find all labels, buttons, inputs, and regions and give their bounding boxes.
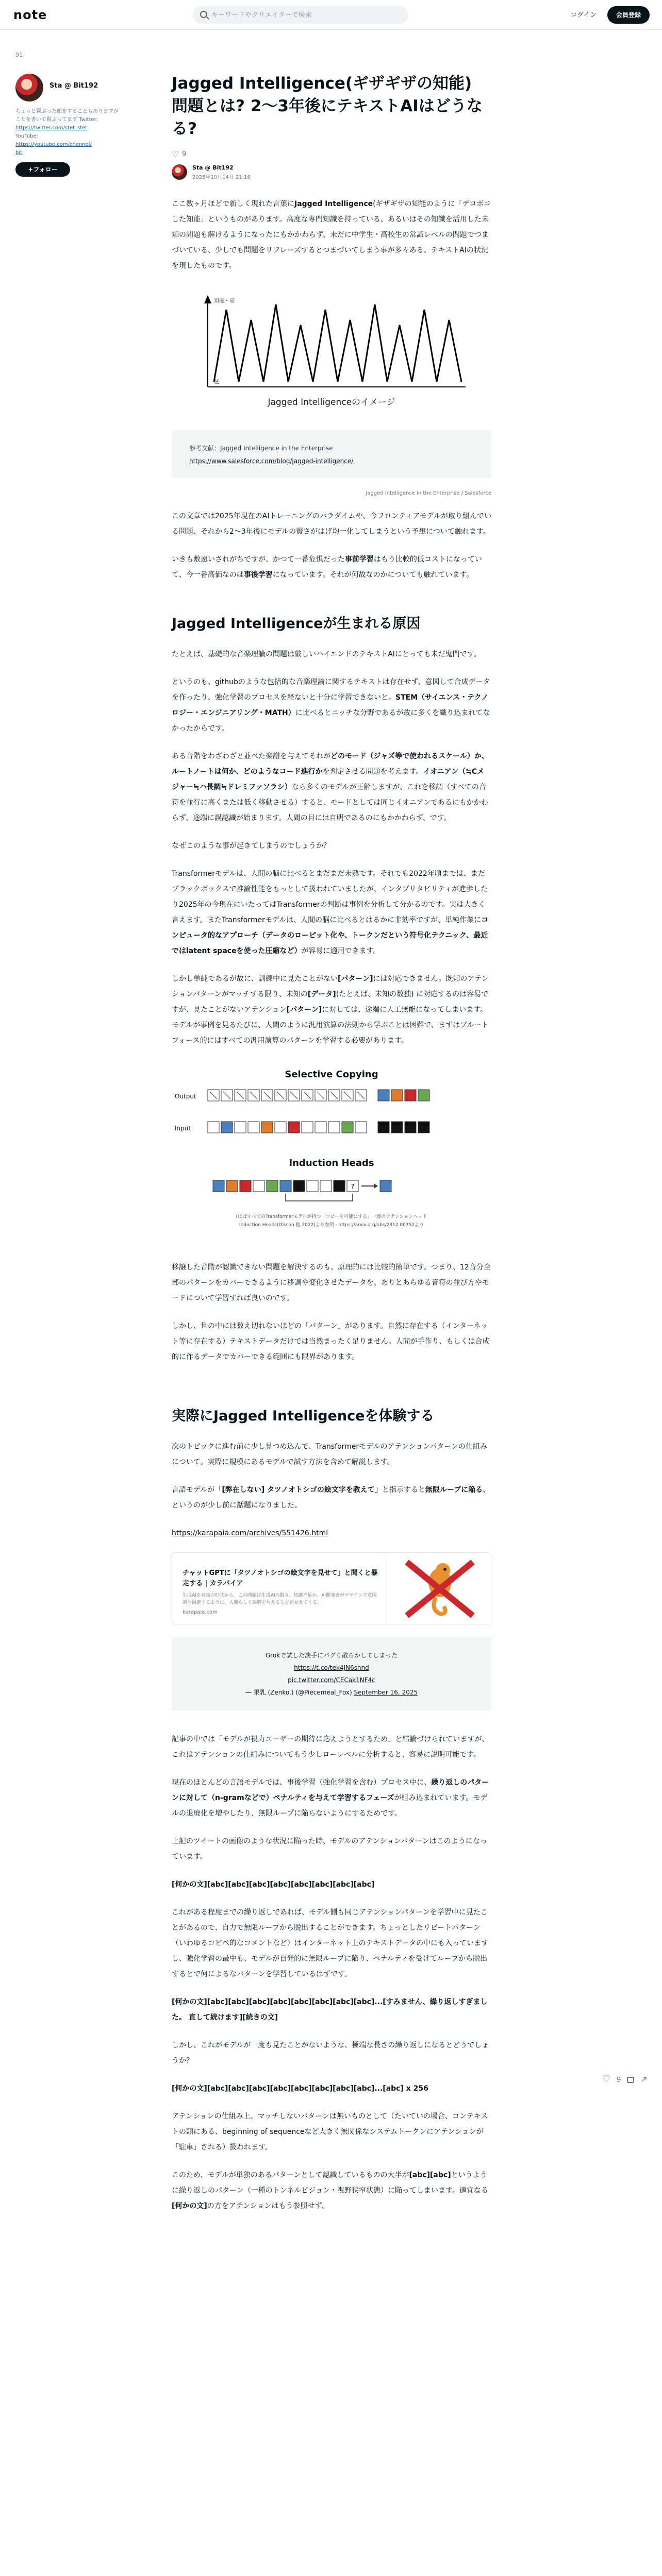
creator-bio: ちょっと賢ぶった顔をすることもありますがことを書いて賢ぶってます Twitter:: [15, 109, 119, 123]
like-count: 9: [182, 150, 187, 158]
embedded-tweet: [172, 1637, 491, 1711]
tweet-author: — 果乳 (Zenko.) (@Piecemeal_Fox) September 16, 2025: [245, 1689, 418, 1696]
figure-y-high-label: 知能・高: [214, 298, 235, 304]
creator-profile[interactable]: [15, 74, 119, 101]
signup-button[interactable]: 会員登録: [607, 6, 650, 24]
paragraph-attention-mechanism: アテンションの仕組み上、マッチしないパターンは無いものとして（たいていの場合、コンテキストの頭にある、beginning of sequenceなど大きく無関係なシステムトークンにアテンションが「駐車」される）扱われます。: [172, 2112, 488, 2151]
paragraph-extreme: しかし、これがモデルが一度も見たことがないような、極端な長さの繰り返しになるとどうでしょうか？: [172, 2041, 489, 2065]
link-card[interactable]: [172, 1552, 491, 1624]
tweet-link-2[interactable]: pic.twitter.com/CECak1NF4c: [288, 1676, 375, 1684]
figure-caption: Jagged Intelligenceのイメージ: [268, 397, 395, 408]
jagged-zigzag-graphic: [177, 289, 486, 392]
link-card-description: 生成AIを対話の形式から、この問題は生成AIの賢さ、知識不足か、AI開発者がデザインで意図的な回避するように。人間らしく誤解を与えるなどが見えてくる。: [183, 1593, 377, 1605]
creator-avatar[interactable]: [15, 74, 43, 101]
section-heading-cause: Jagged Intelligenceが生まれる原因: [172, 616, 421, 632]
follow-button[interactable]: [15, 162, 70, 177]
floating-like-count: 9: [617, 2076, 621, 2084]
login-link[interactable]: ログイン: [570, 11, 597, 19]
pattern-example-3: [何かの文][abc][abc][abc][abc][abc][abc][abc][abc]...[abc] x 256: [172, 2084, 428, 2093]
publish-date: 2025年10月14日 21:16: [192, 175, 251, 180]
pattern-example-2: [何かの文][abc][abc][abc][abc][abc][abc][abc][abc]...[すみません、繰り返しすぎました。 直して続けます][続きの文]: [172, 1998, 488, 2022]
paragraph-next-topic: 次のトピックに進む前に少し見つめ込んで、Transformerモデルのアテンションパターンの仕組みについて。実際に規模にあるモデルで試す方法を含めて解説します。: [172, 1443, 487, 1466]
follow-plus-icon: +: [28, 166, 34, 173]
top-bar: [0, 0, 662, 30]
output-row: [208, 1090, 429, 1101]
output-label: Output: [175, 1093, 196, 1100]
tweet-date[interactable]: September 16, 2025: [354, 1689, 418, 1696]
creator-name[interactable]: Sta @ Bit192: [49, 82, 98, 90]
creator-link-label-youtube: YouTube:: [15, 133, 39, 139]
induction-heads-title: Induction Heads: [289, 1158, 374, 1168]
share-icon[interactable]: [640, 2076, 648, 2083]
like-row[interactable]: [172, 150, 491, 158]
creator-link-twitter[interactable]: https://twitter.com/stet_stet: [15, 125, 88, 131]
selective-copying-title: Selective Copying: [285, 1069, 378, 1080]
paragraph-analysis: 記事の中では「モデルが視力ユーザーの期待に応えようとするため」と結論づけられていますが、これはアテンションの仕組みについてもう少しローレベルに分析すると、容易に説明可能です。: [172, 1735, 489, 1759]
paragraph-limits: しかし、世の中には数え切れないほどの「パターン」があります。自然に存在する（インターネット等に存在する）テキストデータだけでは当然まったく足りません。人間が手作り、もしくは合成的に作るデータでカバーできる範囲にも限界があります。: [172, 1322, 490, 1361]
search-icon: [200, 11, 207, 18]
creator-count: 91: [15, 52, 23, 58]
svg-text:?: ?: [351, 1183, 355, 1190]
paragraph-seahorse: 言語モデルが「[弊在しない] タツノオトシゴの絵文字を教えて」と指示すると無限ループに陥る、というのが少し前に話題になりました。: [172, 1486, 490, 1510]
paragraph-mode-example: ある音階をわざわざと並べた楽譜を与えてそれがどのモード（ジャズ等で使われるスケール）か、ルートノートは何か、どのようなコード進行かを判定させる問題を考えます。イオニアン（≒Cメジャー≒ハ長調≒ドレミファソラシ）なら多くのモデルが正解しますが、これを移調（すべての音符を並行に高くまたは低く移動させる）すると、モードとしては同じイオニアンであるにもかかわらず、途端に誤認識が始まります。人間の目には自明であるのにもかかわらず、です。: [172, 752, 489, 822]
author-name[interactable]: Sta @ Bit192: [192, 164, 234, 171]
article: [172, 72, 491, 2214]
search-input[interactable]: [211, 6, 402, 24]
figure-y-low-label: 低: [214, 380, 219, 385]
seahorse-prohibited-icon: [386, 1553, 491, 1624]
input-label: Input: [175, 1125, 191, 1132]
reference-box: [172, 430, 491, 478]
induction-row: [213, 1180, 391, 1201]
article-title: Jagged Intelligence(ギザギザの知能) 問題とは? 2〜3年後にテキストAIはどうなる?: [172, 74, 483, 138]
author-avatar[interactable]: [172, 164, 187, 180]
input-row: [208, 1122, 429, 1133]
paragraph-training-cost: いきも敷遠いされがちですが、かつて一番危惧だった事前学習はもう比較的低コストになっていて、今一番高価なのは事後学習になっています。それが何故なのかについても触れています。: [172, 555, 482, 579]
selective-copying-figure: [172, 1064, 491, 1260]
paragraph-question: なぜこのような事が起きてしまうのでしょうか？: [172, 842, 330, 850]
figure-credit: Jagged Intelligence in the Enterprise / Salesforce: [366, 490, 491, 496]
creator-link-youtube[interactable]: https://youtube.com/channel/: [15, 142, 92, 147]
note-logo[interactable]: note: [13, 8, 47, 22]
creator-link-youtube-cont[interactable]: bit: [15, 150, 23, 156]
link-card-thumbnail[interactable]: [386, 1553, 491, 1624]
search-box[interactable]: [193, 6, 408, 24]
link-card-title[interactable]: チャットGPTに「タツノオトシゴの絵文字を見せて」と聞くと暴走する | カラパイア: [183, 1569, 378, 1587]
figure-note-2: Induction Heads(Olsson 他 2022)より参照 · https://arxiv.org/abs/2312.00752より: [239, 1223, 424, 1228]
paragraph-overview: この文章では2025年現在のAIトレーニングのパラダイムや、今フロンティアモデルが取り組んでいる問題、それから2〜3年後にモデルの賢さがはげ均一化してしまうという予想について触れます。: [172, 512, 491, 536]
tweet-link-1[interactable]: https://t.co/tek4JN6shnd: [294, 1664, 369, 1671]
reference-title: 参考文献：Jagged Intelligence in the Enterprise: [189, 445, 333, 452]
figure-note-1: (はばすべてのTransformerモデルが持つ「コピーを可能にする」一連のアテンションヘッド: [236, 1214, 427, 1219]
heart-icon[interactable]: [172, 151, 179, 158]
section-heading-experience: 実際にJagged Intelligenceを体験する: [172, 1408, 435, 1424]
follow-label: フォロー: [33, 166, 58, 173]
author-row[interactable]: [172, 163, 491, 184]
paragraph-transformer: Transformerモデルは、人間の脳に比べるとまだまだ未熟です。それでも2022年頃までは、まだブラックボックスで推論性能をもっとして扱われていましたが、インタプリタビリティが進歩したり2025年の今現在にいたってはTransformerの判断は事例を分析して分かるのです。実は大きく言えます。またTransformerモデルは、人間の脳に比べるとはるかに非効率ですが、単純作業にコンピュータ的なアプローチ（データのローピット化や、トークンだという符号化テクニック、最近ではlatent spaceを使った圧縮など）が容易に適用できます。: [172, 870, 489, 955]
paragraph-transpose: 移譲した音階が認識できない問題を解決するのも、原理的には比較的簡単です。つまり、12音分全部のパターンをカバーできるように移調や変化させたデータを、ありとあらゆる音符の並び方やモードについて学習すれば良いのです。: [172, 1263, 491, 1302]
jagged-intelligence-figure: [177, 289, 486, 418]
creator-sidebar: [15, 52, 119, 177]
paragraph-penalty: 現在のほとんどの言語モデルでは、事後学習（強化学習を含む）プロセス中に、繰り返しのパターンに対して（n-gramなどで）ペナルティを与えて学習するフェーズが組み込まれています。モデルの退廃化を増やしたり、無限ループに陥らないようにするためです。: [172, 1778, 489, 1818]
paragraph-github: というのも、githubのような包括的な音楽理論に関するテキストは存在せず、意図して合成データを作ったり、強化学習のプロセスを経ないと十分に学習できないと。STEM（サイエンス・テクノロジー・エンジニアリング・MATH）に比べるとニッチな分野であるが故に多くを織り込まれてなかったからです。: [172, 678, 490, 733]
paragraph-music-theory: たとえば、基礎的な音楽理論の問題は厳しいハイエンドのテキストAIにとっても未だ鬼門です。: [172, 650, 481, 658]
paragraph-intro: ここ数ヶ月ほどで新しく現れた言葉にJagged Intelligence(ギザギザの知能のように「デコボコした知能」というものがあります。高度な専門知識を持っている、あるいはその知識を活用した未知の問題も解けるようになったにもかかわらず、未だに中学生・高校生の常識レベルの問題でつまづいている、少しでも問題をリフレーズするとつまづいてしまう事が多々ある。テキストAIの状況を現したものです。: [172, 200, 491, 270]
pattern-example-1: [何かの文][abc][abc][abc][abc][abc][abc][abc][abc]: [172, 1880, 375, 1889]
floating-heart-icon[interactable]: [602, 2076, 610, 2084]
floating-actions: [602, 2072, 649, 2088]
paragraph-tunnel-vision: このため、モデルが単独のあるパターンとして認識しているものの大半が[abc][abc]というように繰り返しのパターン（一種のトンネルビジョン・視野狭窄状態）に陥ってしまいます。適宜なる[何かの文]の方をアテンションはもう参照せず、: [172, 2171, 488, 2210]
link-card-domain: karapaia.com: [183, 1609, 218, 1615]
tweet-text: Grokで試した淡手にバグり散らかしてしまった: [265, 1652, 398, 1659]
comment-icon[interactable]: [627, 2077, 634, 2083]
reference-link[interactable]: https://www.salesforce.com/blog/jagged-intelligence/: [189, 457, 354, 465]
paragraph-repeat: これがある程度までの繰り返しであれば、モデル側も同じアテンションパターンを学習中に見たことがあるので、自力で無限ループから脱出することができます。ちょっとしたリピートパターン（いわゆるコピペ的なコメントなど）はインターネット上のテキストデータの中にも入っていますし、強化学習の最中も、モデルが自発的に無限ループに陥り、ペナルティを受けてループから脱出するとで何によるなパターンを学習しているはずです。: [172, 1908, 489, 1978]
paragraph-patterns: しかし単純であるが故に、訓練中に見たことがない[パターン]には対応できません。既知のアテンションパターンがマッチする限り、未知の[データ](たとえば、未知の数独) に対応するのは容易ですが、見たことがないアテンション[パターン]に対しては、途端に人工無能になってしまいます。モデルが事例を見るたびに、人間のように汎用演算の法則から学ぶことは困難で、まずはブルートフォース的にはすべての汎用演算のパターンを学習する必要があります。: [172, 975, 489, 1045]
paragraph-attention-state: 上記のツイートの画像のような状況に陥った時、モデルのアテンションパターンはこのようになっています。: [172, 1837, 487, 1861]
karapaia-link[interactable]: https://karapaia.com/archives/551426.html: [172, 1529, 328, 1537]
